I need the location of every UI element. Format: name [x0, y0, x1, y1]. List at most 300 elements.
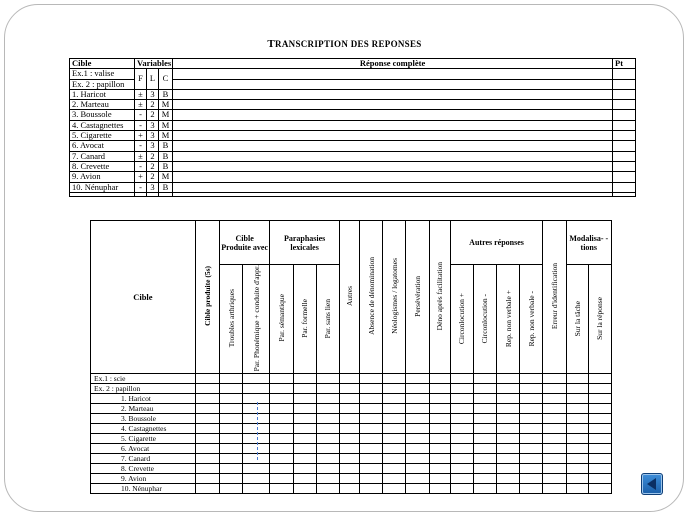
score-cell[interactable]: [339, 464, 359, 474]
group-autres-reponses: Autres réponses: [450, 221, 543, 265]
score-cell[interactable]: [339, 414, 359, 424]
score-cell[interactable]: [293, 384, 316, 394]
score-cell[interactable]: [450, 464, 473, 474]
var-f: -: [135, 110, 147, 120]
score-cell[interactable]: [497, 474, 520, 484]
points-cell[interactable]: [613, 182, 636, 192]
score-cell[interactable]: [497, 384, 520, 394]
score-cell[interactable]: [195, 414, 219, 424]
response-cell[interactable]: [173, 141, 613, 151]
header-cible: Cible: [70, 59, 135, 69]
score-cell[interactable]: [270, 454, 293, 464]
score-cell[interactable]: [219, 444, 242, 454]
score-cell[interactable]: [195, 434, 219, 444]
score-cell[interactable]: [566, 414, 588, 424]
blank-cell: [135, 192, 147, 196]
score-cell[interactable]: [450, 434, 473, 444]
score-cell[interactable]: [339, 424, 359, 434]
score-cell[interactable]: [588, 374, 611, 384]
score-cell[interactable]: [293, 474, 316, 484]
score-cell[interactable]: [360, 444, 383, 454]
score-cell[interactable]: [588, 424, 611, 434]
score-cell[interactable]: [339, 434, 359, 444]
var-f: +: [135, 131, 147, 141]
score-cell[interactable]: [429, 454, 450, 464]
response-cell[interactable]: [173, 172, 613, 182]
score-cell[interactable]: [429, 404, 450, 414]
score-cell[interactable]: [316, 394, 339, 404]
var-f: ±: [135, 100, 147, 110]
var-f: +: [135, 172, 147, 182]
score-cell[interactable]: [360, 404, 383, 414]
score-cell[interactable]: [588, 484, 611, 494]
table-row: [70, 100, 636, 110]
score-cell[interactable]: [406, 424, 429, 434]
score-cell[interactable]: [566, 404, 588, 414]
score-cell[interactable]: [383, 414, 406, 424]
table-row: [91, 394, 612, 404]
score-cell[interactable]: [473, 434, 496, 444]
score-cell[interactable]: [588, 464, 611, 474]
score-cell[interactable]: [339, 474, 359, 484]
header-reponse: Réponse complète: [173, 59, 613, 69]
score-cell[interactable]: [520, 464, 543, 474]
score-cell[interactable]: [566, 434, 588, 444]
points-cell[interactable]: [613, 89, 636, 99]
points-cell[interactable]: [613, 131, 636, 141]
header-cible-produite: Cible produite (5s): [195, 221, 219, 374]
score-cell[interactable]: [429, 444, 450, 454]
score-cell[interactable]: [520, 444, 543, 454]
score-cell[interactable]: [293, 394, 316, 404]
score-cell[interactable]: [360, 374, 383, 384]
target-label: 10. Nénuphar: [70, 182, 135, 192]
score-cell[interactable]: [339, 404, 359, 414]
score-cell[interactable]: [360, 384, 383, 394]
score-cell[interactable]: [195, 454, 219, 464]
score-cell[interactable]: [473, 404, 496, 414]
score-cell[interactable]: [566, 454, 588, 464]
score-cell[interactable]: [219, 424, 242, 434]
score-cell[interactable]: [450, 394, 473, 404]
score-cell[interactable]: [316, 424, 339, 434]
score-cell[interactable]: [429, 434, 450, 444]
score-cell[interactable]: [473, 384, 496, 394]
score-cell[interactable]: [566, 484, 588, 494]
score-cell[interactable]: [588, 444, 611, 454]
score-cell[interactable]: [588, 394, 611, 404]
score-cell[interactable]: [316, 454, 339, 464]
score-cell[interactable]: [520, 374, 543, 384]
score-cell[interactable]: [360, 414, 383, 424]
table-row: [91, 464, 612, 474]
score-cell[interactable]: [497, 394, 520, 404]
score-cell[interactable]: [406, 374, 429, 384]
score-cell[interactable]: [270, 414, 293, 424]
table-row: [91, 434, 612, 444]
score-cell[interactable]: [497, 434, 520, 444]
score-cell[interactable]: [520, 424, 543, 434]
scoring-table-wrapper: [90, 220, 612, 494]
table-row: [70, 161, 636, 171]
score-cell[interactable]: [316, 414, 339, 424]
score-cell[interactable]: [543, 454, 566, 464]
score-cell[interactable]: [520, 434, 543, 444]
header-rep-non-verbale-plus: Rep. non verbale +: [497, 265, 520, 374]
target-label: 4. Castagnettes: [91, 424, 196, 434]
score-cell[interactable]: [450, 474, 473, 484]
score-cell[interactable]: [195, 384, 219, 394]
score-cell[interactable]: [270, 484, 293, 494]
score-cell[interactable]: [219, 404, 242, 414]
score-cell[interactable]: [406, 484, 429, 494]
score-cell[interactable]: [195, 464, 219, 474]
score-cell[interactable]: [588, 414, 611, 424]
table-row: [70, 131, 636, 141]
score-cell[interactable]: [406, 454, 429, 464]
score-cell[interactable]: [195, 484, 219, 494]
header-absence: Absence de dénomination: [360, 221, 383, 374]
score-cell[interactable]: [406, 394, 429, 404]
score-cell[interactable]: [520, 454, 543, 464]
score-cell[interactable]: [270, 424, 293, 434]
target-label: 2. Marteau: [70, 100, 135, 110]
score-cell[interactable]: [450, 484, 473, 494]
score-cell[interactable]: [520, 474, 543, 484]
score-cell[interactable]: [450, 414, 473, 424]
score-cell[interactable]: [219, 454, 242, 464]
table-header-row: [70, 59, 636, 69]
score-cell[interactable]: [219, 374, 242, 384]
response-cell[interactable]: [173, 69, 613, 79]
score-cell[interactable]: [316, 444, 339, 454]
table-row: [70, 151, 636, 161]
score-cell[interactable]: [360, 474, 383, 484]
score-cell[interactable]: [219, 394, 242, 404]
score-cell[interactable]: [543, 384, 566, 394]
response-cell[interactable]: [173, 100, 613, 110]
score-cell[interactable]: [429, 394, 450, 404]
score-cell[interactable]: [339, 374, 359, 384]
score-cell[interactable]: [406, 384, 429, 394]
score-cell[interactable]: [195, 394, 219, 404]
score-cell[interactable]: [360, 424, 383, 434]
score-cell[interactable]: [195, 474, 219, 484]
points-cell[interactable]: [613, 110, 636, 120]
score-cell[interactable]: [473, 454, 496, 464]
score-cell[interactable]: [339, 384, 359, 394]
score-cell[interactable]: [293, 464, 316, 474]
score-cell[interactable]: [543, 374, 566, 384]
score-cell[interactable]: [219, 384, 242, 394]
score-cell[interactable]: [383, 474, 406, 484]
var-l: 2: [147, 100, 159, 110]
score-cell[interactable]: [406, 404, 429, 414]
points-cell[interactable]: [613, 151, 636, 161]
score-cell[interactable]: [383, 424, 406, 434]
score-cell[interactable]: [429, 484, 450, 494]
score-cell[interactable]: [243, 484, 270, 494]
header-par-formelle: Par. formelle: [293, 265, 316, 374]
score-cell[interactable]: [383, 444, 406, 454]
var-c: B: [159, 141, 173, 151]
score-cell[interactable]: [293, 434, 316, 444]
score-cell[interactable]: [339, 454, 359, 464]
var-l: 2: [147, 172, 159, 182]
score-cell[interactable]: [339, 394, 359, 404]
score-cell[interactable]: [293, 424, 316, 434]
score-cell[interactable]: [270, 374, 293, 384]
score-cell[interactable]: [520, 404, 543, 414]
points-cell[interactable]: [613, 100, 636, 110]
target-label: 1. Haricot: [91, 394, 196, 404]
target-label: 10. Nénuphar: [91, 484, 196, 494]
response-cell[interactable]: [173, 131, 613, 141]
score-cell[interactable]: [195, 424, 219, 434]
score-cell[interactable]: [270, 384, 293, 394]
score-cell[interactable]: [270, 444, 293, 454]
score-cell[interactable]: [450, 444, 473, 454]
score-cell[interactable]: [360, 464, 383, 474]
score-cell[interactable]: [383, 434, 406, 444]
score-cell[interactable]: [293, 404, 316, 414]
score-cell[interactable]: [588, 384, 611, 394]
score-cell[interactable]: [316, 434, 339, 444]
score-cell[interactable]: [566, 374, 588, 384]
score-cell[interactable]: [219, 484, 242, 494]
score-cell[interactable]: [270, 394, 293, 404]
blank-cell: [613, 192, 636, 196]
score-cell[interactable]: [383, 464, 406, 474]
score-cell[interactable]: [497, 484, 520, 494]
score-cell[interactable]: [450, 384, 473, 394]
score-cell[interactable]: [360, 454, 383, 464]
score-cell[interactable]: [497, 454, 520, 464]
points-cell[interactable]: [613, 161, 636, 171]
response-cell[interactable]: [173, 79, 613, 89]
score-cell[interactable]: [520, 394, 543, 404]
header-sur-la-tache: Sur la tâche: [566, 265, 588, 374]
header-par-semantique: Par. sémantique: [270, 265, 293, 374]
score-cell[interactable]: [543, 464, 566, 474]
score-cell[interactable]: [316, 384, 339, 394]
score-cell[interactable]: [450, 424, 473, 434]
score-cell[interactable]: [520, 484, 543, 494]
header-sur-la-reponse: Sur la réponse: [588, 265, 611, 374]
header-par-sans-lien: Par. sans lien: [316, 265, 339, 374]
target-label: 3. Boussole: [70, 110, 135, 120]
score-cell[interactable]: [219, 414, 242, 424]
score-cell[interactable]: [406, 464, 429, 474]
score-cell[interactable]: [588, 404, 611, 414]
points-cell[interactable]: [613, 69, 636, 79]
score-cell[interactable]: [293, 444, 316, 454]
score-cell[interactable]: [195, 444, 219, 454]
score-cell[interactable]: [566, 394, 588, 404]
score-cell[interactable]: [566, 424, 588, 434]
score-cell[interactable]: [195, 404, 219, 414]
points-cell[interactable]: [613, 120, 636, 130]
score-cell[interactable]: [243, 464, 270, 474]
header-troubles-arthriques: Troubles arthriques: [219, 265, 242, 374]
target-label: 3. Boussole: [91, 414, 196, 424]
table-row: [70, 172, 636, 182]
score-cell[interactable]: [270, 464, 293, 474]
score-cell[interactable]: [450, 454, 473, 464]
var-l: 2: [147, 151, 159, 161]
target-label: 7. Canard: [91, 454, 196, 464]
score-cell[interactable]: [383, 374, 406, 384]
score-cell[interactable]: [293, 454, 316, 464]
score-cell[interactable]: [566, 464, 588, 474]
score-cell[interactable]: [316, 464, 339, 474]
score-cell[interactable]: [497, 444, 520, 454]
score-cell[interactable]: [293, 484, 316, 494]
score-cell[interactable]: [270, 404, 293, 414]
score-cell[interactable]: [450, 404, 473, 414]
score-cell[interactable]: [497, 414, 520, 424]
score-cell[interactable]: [219, 474, 242, 484]
score-cell[interactable]: [195, 374, 219, 384]
score-cell[interactable]: [219, 434, 242, 444]
score-cell[interactable]: [293, 374, 316, 384]
transcription-table: [69, 58, 636, 197]
header-circonlocution-plus: Circonlocution +: [450, 265, 473, 374]
score-cell[interactable]: [473, 424, 496, 434]
var-f: -: [135, 141, 147, 151]
score-cell[interactable]: [473, 474, 496, 484]
response-cell[interactable]: [173, 161, 613, 171]
score-cell[interactable]: [243, 384, 270, 394]
score-cell[interactable]: [429, 464, 450, 474]
score-cell[interactable]: [543, 444, 566, 454]
score-cell[interactable]: [543, 424, 566, 434]
score-cell[interactable]: [543, 474, 566, 484]
table-row: [91, 444, 612, 454]
response-cell[interactable]: [173, 151, 613, 161]
score-cell[interactable]: [383, 394, 406, 404]
score-cell[interactable]: [383, 484, 406, 494]
score-cell[interactable]: [543, 394, 566, 404]
score-cell[interactable]: [497, 404, 520, 414]
score-cell[interactable]: [429, 474, 450, 484]
score-cell[interactable]: [588, 434, 611, 444]
score-cell[interactable]: [566, 384, 588, 394]
score-cell[interactable]: [473, 414, 496, 424]
score-cell[interactable]: [543, 484, 566, 494]
var-c: M: [159, 110, 173, 120]
score-cell[interactable]: [270, 434, 293, 444]
score-cell[interactable]: [316, 484, 339, 494]
table-row: [70, 182, 636, 192]
score-cell[interactable]: [588, 454, 611, 464]
var-l: 3: [147, 182, 159, 192]
cursor-guide-line: [257, 402, 258, 460]
header-autres: Autres: [339, 221, 359, 374]
score-cell[interactable]: [566, 474, 588, 484]
score-cell[interactable]: [520, 384, 543, 394]
score-cell[interactable]: [406, 474, 429, 484]
score-cell[interactable]: [543, 434, 566, 444]
score-cell[interactable]: [429, 374, 450, 384]
score-cell[interactable]: [406, 414, 429, 424]
score-cell[interactable]: [293, 414, 316, 424]
score-cell[interactable]: [243, 374, 270, 384]
score-cell[interactable]: [316, 404, 339, 414]
score-cell[interactable]: [497, 464, 520, 474]
var-l: 3: [147, 131, 159, 141]
score-cell[interactable]: [383, 454, 406, 464]
score-cell[interactable]: [473, 444, 496, 454]
blank-cell: [147, 192, 159, 196]
score-cell[interactable]: [360, 394, 383, 404]
score-cell[interactable]: [383, 384, 406, 394]
header-erreur-identification: Erreur d'identification: [543, 221, 566, 374]
score-cell[interactable]: [219, 464, 242, 474]
score-cell[interactable]: [383, 404, 406, 414]
table-row: [70, 192, 636, 196]
target-label: 7. Canard: [70, 151, 135, 161]
response-cell[interactable]: [173, 120, 613, 130]
var-f: ±: [135, 151, 147, 161]
var-l: 2: [147, 161, 159, 171]
score-cell[interactable]: [429, 414, 450, 424]
score-cell[interactable]: [429, 424, 450, 434]
response-cell[interactable]: [173, 110, 613, 120]
score-cell[interactable]: [473, 394, 496, 404]
score-cell[interactable]: [406, 444, 429, 454]
score-cell[interactable]: [450, 374, 473, 384]
score-cell[interactable]: [497, 424, 520, 434]
score-cell[interactable]: [243, 474, 270, 484]
target-label: 1. Haricot: [70, 89, 135, 99]
score-cell[interactable]: [473, 464, 496, 474]
response-cell[interactable]: [173, 89, 613, 99]
table-row: [91, 384, 612, 394]
table-row: [70, 120, 636, 130]
score-cell[interactable]: [316, 374, 339, 384]
header-deno-facilitation: Déno après facilitation: [429, 221, 450, 374]
score-cell[interactable]: [339, 444, 359, 454]
back-button[interactable]: [641, 473, 663, 495]
score-cell[interactable]: [543, 404, 566, 414]
score-cell[interactable]: [270, 474, 293, 484]
points-cell[interactable]: [613, 79, 636, 89]
blank-cell: [173, 192, 613, 196]
var-c: B: [159, 161, 173, 171]
score-cell[interactable]: [406, 434, 429, 444]
points-cell[interactable]: [613, 172, 636, 182]
var-c: B: [159, 151, 173, 161]
score-cell[interactable]: [473, 484, 496, 494]
table-row: [91, 414, 612, 424]
score-cell[interactable]: [339, 484, 359, 494]
score-cell[interactable]: [316, 474, 339, 484]
score-cell[interactable]: [520, 414, 543, 424]
var-f: -: [135, 161, 147, 171]
score-cell[interactable]: [588, 474, 611, 484]
score-cell[interactable]: [360, 484, 383, 494]
response-cell[interactable]: [173, 182, 613, 192]
score-cell[interactable]: [497, 374, 520, 384]
score-cell[interactable]: [566, 444, 588, 454]
blank-cell: [159, 192, 173, 196]
score-cell[interactable]: [543, 414, 566, 424]
score-cell[interactable]: [429, 384, 450, 394]
score-cell[interactable]: [473, 374, 496, 384]
score-cell[interactable]: [360, 434, 383, 444]
points-cell[interactable]: [613, 141, 636, 151]
